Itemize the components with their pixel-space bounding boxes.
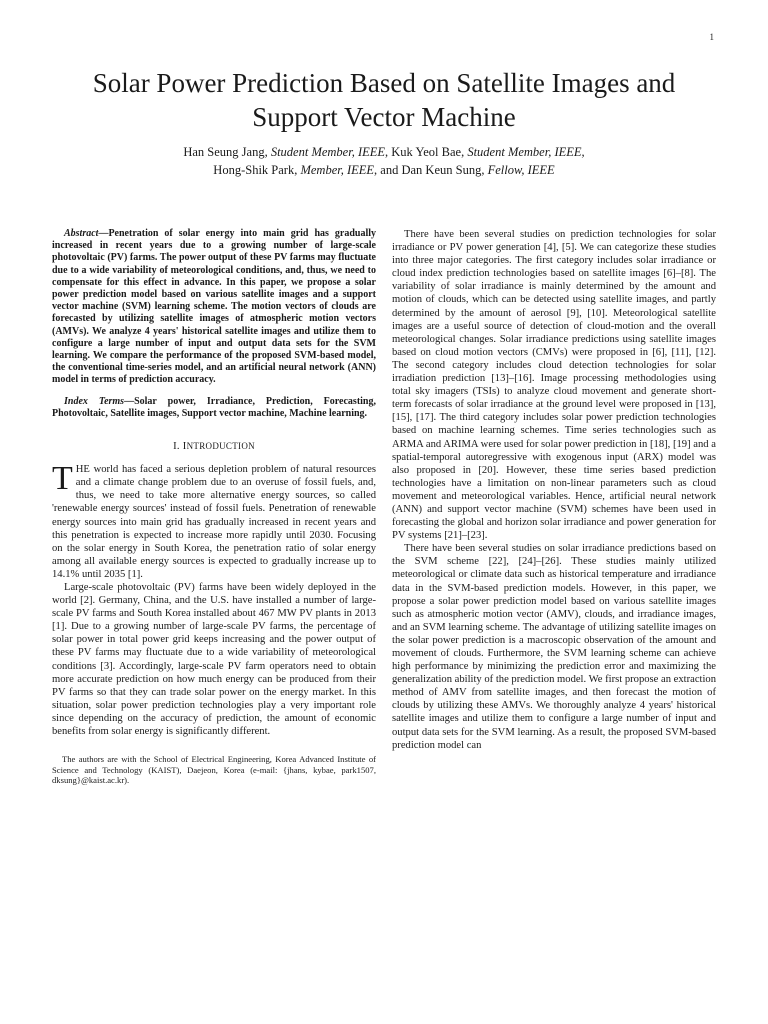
author-line-1 xyxy=(60,143,708,161)
author-line-2 xyxy=(60,161,708,179)
index-terms xyxy=(52,396,376,420)
intro-paragraph-2: Large-scale photovoltaic (PV) farms have been widely deployed in the world [2]. Germany, China, and the U.S. have installed a number of large-scale PV farms and South Korea installed about 467 MW PV plants in 2013 [1]. Due to a growing number of large-scale PV farms, the percentage of solar power in total power grid keeps increasing and the power output of these PV farms may fluctuate due to a wide variability of meteorological conditions [3]. Accordingly, large-scale PV farm operators need to obtain more accurate prediction on how much energy can be produced from their PV farms so that they can trade solar power on the energy market. In this situation, solar power prediction technologies play a very important role since depending on the accuracy of prediction, the amount of economic benefits from solar energy is significantly different. xyxy=(52,581,376,738)
author-membership: Member, IEEE xyxy=(300,163,375,177)
abstract-label: Abstract xyxy=(64,228,99,239)
right-column xyxy=(392,228,716,752)
author-membership: Fellow, IEEE xyxy=(487,163,555,177)
paper-title: Solar Power Prediction Based on Satellite Images and Support Vector Machine xyxy=(92,68,676,132)
index-terms-text: —Solar power, Irradiance, Prediction, Forecasting, Photovoltaic, Satellite images, Support vector machine, Machine learning. xyxy=(52,395,376,419)
abstract xyxy=(52,228,376,387)
intro-paragraph-1: THE world has faced a serious depletion problem of natural resources and a climate change problem due to an overuse of fossil fuels, and, thus, we need to take more alternative energy sources, so called 'renewable energy sources' instead of fossil fuels. Penetration of renewable energy sources into main grid has gradually increased in recent years and this penetration is expected to increase more rapidly until 2030. Focusing on the solar energy in South Korea, the penetration ratio of solar energy among all available energy sources is expected to gradually increase up to 14.1% until 2035 [1]. xyxy=(52,460,376,580)
author-name: , Kuk Yeol Bae, xyxy=(385,145,468,159)
index-terms-label: Index Terms xyxy=(64,395,125,407)
author-name: Han Seung Jang, xyxy=(183,145,271,159)
related-work-paragraph-2: There have been several studies on solar irradiance predictions based on the SVM scheme [22], [24]–[26]. These studies mainly utilized meteorological or climate data such as historical temperature and irradiance data in the SVM-based prediction models. However, in this paper, we propose a solar power prediction model based on various satellite images such as atmospheric motion vector (AMV), clouds, and irradiance images, and an SVM learning scheme. The advantage of utilizing satellite images on the solar power prediction is a macroscopic observation of the amount and movement of clouds. Furthermore, the SVM learning scheme can achieve high performance by minimizing the prediction error and maximizing the generalization ability of the prediction model. We first propose an extraction method of AMV from satellite images, and then forecast the motion of clouds by utilizing these AMVs. We thoroughly analyze 4 years' historical satellite images and utilize them to configure a large number of input and output data sets for the SVM learning. As a result, the proposed SVM-based prediction model can xyxy=(392,543,717,751)
author-list xyxy=(60,143,708,179)
section-heading-introduction: I. INTRODUCTION xyxy=(173,441,255,453)
author-membership: Student Member, IEEE, xyxy=(467,145,585,159)
related-work-paragraph-1: There have been several studies on prediction technologies for solar irradiance or PV power generation [4], [5]. We can categorize these studies into three major categories. The first category includes solar irradiance or cloud index prediction technologies based on satellite images [6]–[8]. The variability of solar irradiance is mainly determined by the amount and motion of clouds, which can be detected using satellite images, and partly determined by the amount of aerosol [9], [10]. Meteorological satellite images are a useful source of detection of cloud-motion and the overall meteorological changes. Solar irradiance predictions using satellite images based on cloud motion vectors (CMVs) were proposed in [6], [11], [12]. The second category includes cloud detection technologies for solar irradiation prediction [13]–[16]. Image processing methodologies using total sky imagers (TSIs) to analyze cloud movement and generate short-term forecasts of solar irradiance at the ground level were proposed in [13], [15], [17]. The third category includes solar power prediction technologies based on machine learning schemes. Time series technologies such as ARMA and ARIMA were used for solar power prediction in [18], [19] and a spatial-temporal autoregressive with exogenous input (ARX) model was also proposed in [20]. However, these time series based prediction technologies have a limitation on non-linear parameters such as cloud movement and meteorological variables. Hence, artificial neural network (ANN) and support vector machine (SVM) schemes have been used in forecasting the global and horizon solar irradiance and power generation for PV systems [21]–[23]. xyxy=(392,229,716,542)
abstract-text: —Penetration of solar energy into main grid has gradually increased in recent years due to a growing number of large-scale photovoltaic (PV) farms. The power output of these PV farms may fluctuate due to a wide variability of meteorological conditions, and, thus, we need to compensate for this effect in advance. In this paper, we propose a solar power prediction model based on various satellite images and a support vector machine (SVM) learning scheme. The motion vectors of clouds are forecasted by utilizing satellite images of atmospheric motion vectors (AMVs). We analyze 4 years' historical satellite images and utilize them to configure a large number of input and output data sets for the SVM learning. We compare the performance of the proposed SVM-based model, the conventional time-series model, and an artificial neural network (ANN) model in terms of prediction accuracy. xyxy=(52,228,376,386)
author-membership: Student Member, IEEE xyxy=(270,145,386,159)
author-name: Hong-Shik Park, xyxy=(213,163,301,177)
page-number: 1 xyxy=(709,32,714,42)
drop-cap: T xyxy=(52,460,73,498)
author-name: , and Dan Keun Sung, xyxy=(374,163,488,177)
author-footnote: The authors are with the School of Electrical Engineering, Korea Advanced Institute of Science and Technology (KAIST), Daejeon, Korea (e-mail: {jhans, kybae, park1507, dksung}@kaist.ac.kr). xyxy=(52,754,376,785)
left-column xyxy=(52,228,376,794)
